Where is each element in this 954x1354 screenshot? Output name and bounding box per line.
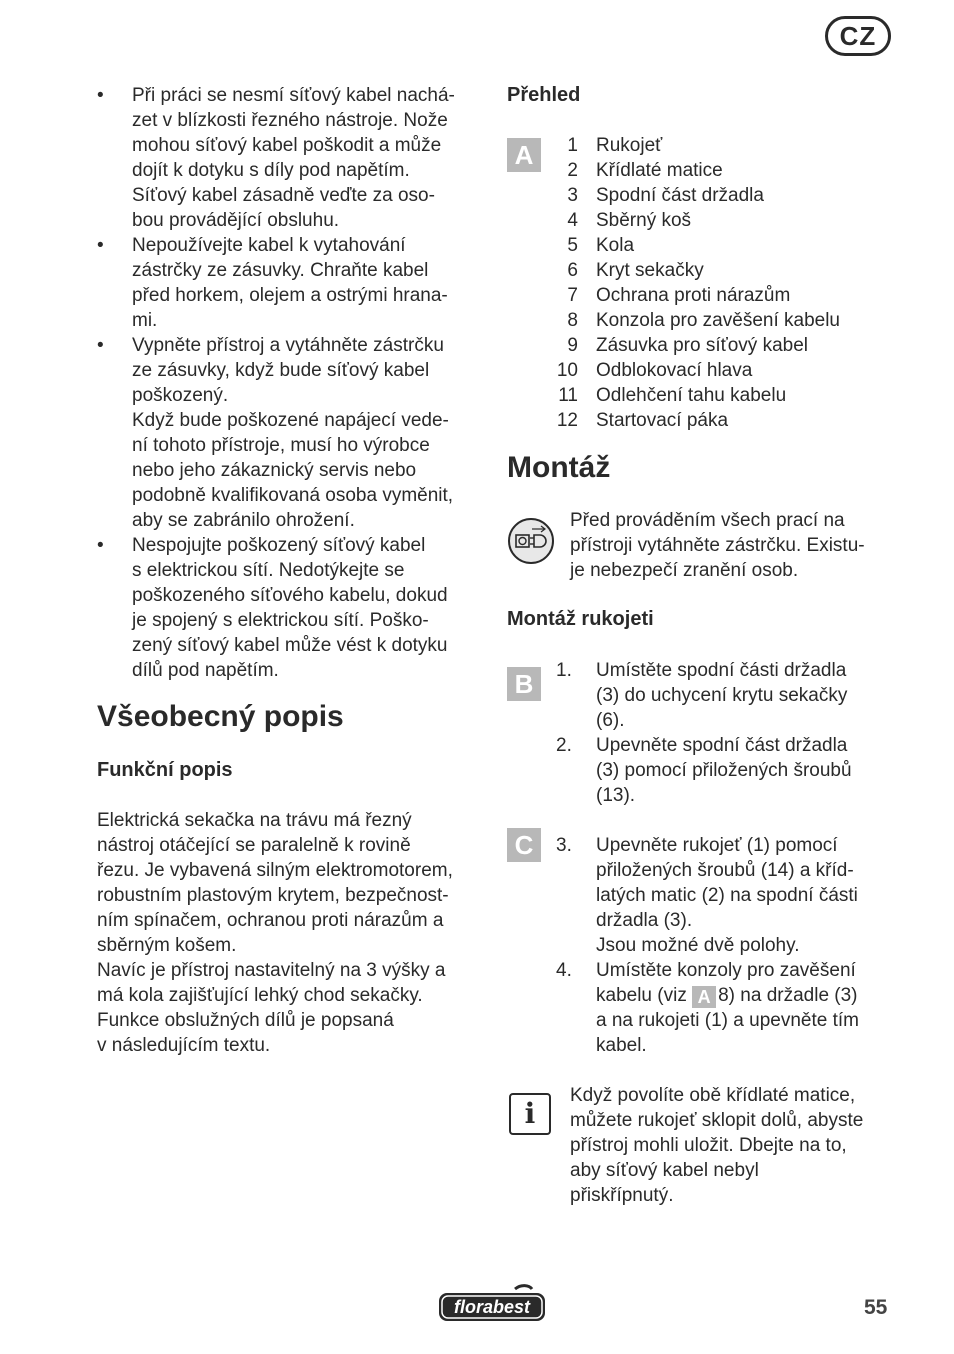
part-name: Ochrana proti nárazům	[596, 285, 791, 306]
parts-list-item	[540, 183, 920, 208]
step-text	[596, 958, 896, 1058]
bullet-item	[97, 333, 487, 533]
bullet-item	[97, 533, 487, 683]
assembly-title: Montáž	[507, 451, 611, 484]
part-name: Sběrný koš	[596, 210, 692, 231]
bullet-symbol: •	[97, 85, 104, 106]
part-name: Odblokovací hlava	[596, 360, 753, 381]
step-number: 3.	[556, 835, 572, 856]
bullet-symbol: •	[97, 535, 104, 556]
figure-marker-a: A	[507, 138, 541, 172]
part-name: Křídlaté matice	[596, 160, 723, 181]
florabest-logo	[437, 1283, 547, 1323]
bullet-text: Vypněte přístroj a vytáhněte zástrčku ze zásuvky, když bude síťový kabel poškozený. Když bude poškozené napájecí vede- ní tohoto přístroje, musí ho výrobce nebo jeho zákaznický servis nebo podobně kvalifikovaná osoba vyměnit, aby se zabránilo ohrožení.	[132, 335, 454, 531]
part-name: Startovací páka	[596, 410, 729, 431]
part-number: 5	[567, 235, 578, 256]
parts-list-item	[540, 283, 920, 308]
info-icon: i	[509, 1093, 551, 1135]
parts-list-item	[540, 358, 920, 383]
part-number: 12	[556, 410, 578, 431]
part-name: Odlehčení tahu kabelu	[596, 385, 787, 406]
step-text-part: 8) na držadle (3) a na rukojeti (1) a upevněte tím kabel.	[596, 985, 859, 1056]
part-name: Zásuvka pro síťový kabel	[596, 335, 808, 356]
logo-text: florabest	[453, 1297, 531, 1317]
part-number: 7	[567, 285, 578, 306]
part-number: 3	[567, 185, 578, 206]
parts-list-item	[540, 233, 920, 258]
parts-list-item	[540, 258, 920, 283]
part-name: Konzola pro zavěšení kabelu	[596, 310, 840, 331]
bullet-text: Nespojujte poškozený síťový kabel s elektrickou sítí. Nedotýkejte se poškozeného síťového kabelu, dokud je spojený s elektrickou sítí. Poško- zený síťový kabel může vést k dotyku dílů pod napětím.	[132, 535, 448, 681]
bullet-text: Při práci se nesmí síťový kabel nachá- zet v blízkosti řezného nástroje. Nože mohou síťový kabel poškodit a může dojít k dotyku s díly pod napětím. Síťový kabel zásadně veďte za oso- bou provádějící obsluhu.	[132, 85, 455, 231]
part-number: 2	[567, 160, 578, 181]
bullet-symbol: •	[97, 235, 104, 256]
step-item	[556, 958, 896, 1058]
bullet-item	[97, 83, 487, 233]
step-text: Upevněte spodní část držadla (3) pomocí přiložených šroubů (13).	[596, 735, 852, 806]
florabest-logo-graphic	[437, 1283, 547, 1323]
part-number: 11	[558, 385, 578, 406]
parts-list-item	[540, 408, 920, 433]
step-text-part: Umístěte konzoly pro zavěšení kabelu (viz	[596, 960, 856, 1006]
step-text: Umístěte spodní části držadla (3) do uchycení krytu sekačky (6).	[596, 660, 848, 731]
step-item	[556, 833, 896, 958]
step-item	[556, 658, 896, 733]
step-number: 2.	[556, 735, 572, 756]
step-item	[556, 733, 896, 808]
unplug-icon	[508, 518, 554, 564]
info-text: Když povolíte obě křídlaté matice, můžete rukojeť sklopit dolů, abyste přístroj mohli uložit. Dbejte na to, aby síťový kabel nebyl přiskřípnutý.	[570, 1085, 864, 1206]
overview-title: Přehled	[507, 84, 581, 106]
parts-list-item	[540, 333, 920, 358]
subsection-title: Funkční popis	[97, 759, 233, 781]
parts-list-item	[540, 383, 920, 408]
bullet-item	[97, 233, 487, 333]
parts-list-item	[540, 158, 920, 183]
step-text: Upevněte rukojeť (1) pomocí přiložených šroubů (14) a kříd- latých matic (2) na spodní části držadla (3). Jsou možné dvě polohy.	[596, 835, 858, 956]
part-number: 10	[556, 360, 578, 381]
description-paragraph: Elektrická sekačka na trávu má řezný nástroj otáčející se paralelně k rovině řezu. Je vybavená silným elektromotorem, robustním plastovým krytem, bezpečnost- ním spínačem, ochranou proti nárazům a sběrným košem. Navíc je přístroj nastavitelný na 3 výšky a má kola zajišťující lehký chod sekačky. Funkce obslužných dílů je popsaná v následujícím textu.	[97, 810, 453, 1056]
part-name: Rukojeť	[596, 135, 663, 156]
parts-list-item	[540, 208, 920, 233]
part-number: 4	[567, 210, 578, 231]
part-number: 8	[567, 310, 578, 331]
handle-assembly-title: Montáž rukojeti	[507, 608, 654, 630]
inline-figure-marker: A	[692, 986, 716, 1008]
bullet-symbol: •	[97, 335, 104, 356]
page-number: 55	[864, 1296, 888, 1319]
warning-text: Před prováděním všech prací na přístroji vytáhněte zástrčku. Existu- je nebezpečí zranění osob.	[570, 510, 865, 581]
figure-marker-b: B	[507, 667, 541, 701]
bullet-text: Nepoužívejte kabel k vytahování zástrčky ze zásuvky. Chraňte kabel před horkem, olejem a ostrými hrana- mi.	[132, 235, 448, 331]
figure-marker-c: C	[507, 828, 541, 862]
part-number: 6	[567, 260, 578, 281]
parts-list-item	[540, 133, 920, 158]
step-number: 1.	[556, 660, 572, 681]
unplug-icon-graphic	[510, 520, 552, 562]
part-name: Spodní část držadla	[596, 185, 764, 206]
section-title: Všeobecný popis	[97, 700, 344, 733]
parts-list-item	[540, 308, 920, 333]
part-number: 9	[567, 335, 578, 356]
step-number: 4.	[556, 960, 572, 981]
part-number: 1	[567, 135, 578, 156]
part-name: Kola	[596, 235, 635, 256]
country-badge: CZ	[825, 16, 891, 56]
part-name: Kryt sekačky	[596, 260, 704, 281]
